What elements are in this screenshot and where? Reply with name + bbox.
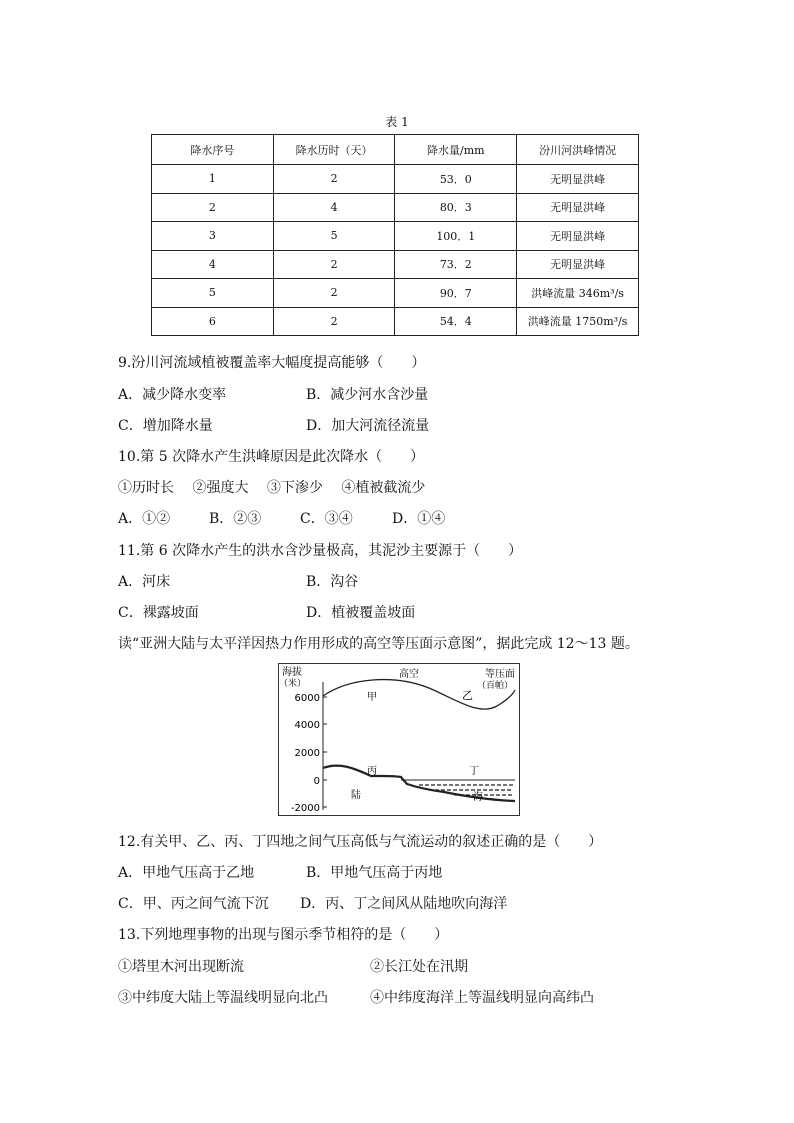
- question-12-stem: 12.有关甲、乙、丙、丁四地之间气压高低与气流运动的叙述正确的是（ ）: [118, 834, 603, 850]
- tick-label: 0: [313, 776, 320, 787]
- q9-option-d: D．加大河流径流量: [306, 418, 430, 434]
- table-cell: 100．1: [395, 222, 517, 251]
- y-axis-label: 海拔: [282, 667, 302, 678]
- y-axis-unit: （米）: [279, 679, 307, 689]
- table-row: [152, 222, 639, 251]
- label-high-altitude: 高空: [399, 669, 419, 680]
- table-cell: 洪峰流量 346m³/s: [517, 279, 639, 308]
- table-cell: 5: [152, 279, 274, 308]
- table-cell: 54．4: [395, 307, 517, 336]
- label-bing: 丙: [367, 766, 377, 777]
- table-cell: 2: [273, 250, 395, 279]
- q10-option-b: B．②③: [209, 511, 262, 527]
- label-jia: 甲: [367, 692, 377, 703]
- table-cell: 无明显洪峰: [517, 193, 639, 222]
- label-sea: 海: [473, 792, 483, 803]
- q11-option-a: A．河床: [118, 574, 171, 590]
- label-ding: 丁: [469, 766, 479, 777]
- precipitation-table: [151, 134, 639, 336]
- table-cell: 73．2: [395, 250, 517, 279]
- isobar-figure: [278, 663, 520, 816]
- table-row: [152, 250, 639, 279]
- q13-item-3: ③中纬度大陆上等温线明显向北凸: [118, 990, 328, 1006]
- table-caption: 表 1: [385, 115, 409, 129]
- q12-option-b: B．甲地气压高于丙地: [306, 865, 443, 881]
- table-cell: 2: [273, 165, 395, 194]
- table-row: [152, 279, 639, 308]
- table-cell: 90．7: [395, 279, 517, 308]
- q11-option-d: D．植被覆盖坡面: [306, 605, 416, 621]
- q11-option-b: B．沟谷: [306, 574, 359, 590]
- label-isobar-unit: （百帕）: [477, 681, 514, 691]
- label-yi: 乙: [462, 689, 473, 702]
- table-cell: 2: [152, 193, 274, 222]
- table-cell: 2: [273, 279, 395, 308]
- q10-option-c: C．③④: [300, 511, 353, 527]
- table-cell: 2: [273, 307, 395, 336]
- q12-option-d: D．丙、丁之间风从陆地吹向海洋: [300, 896, 508, 912]
- table-row: [152, 193, 639, 222]
- table-cell: 53．0: [395, 165, 517, 194]
- q13-item-1: ①塔里木河出现断流: [118, 959, 244, 975]
- table-cell: 4: [273, 193, 395, 222]
- table-header-cell: 降水量/mm: [395, 135, 517, 165]
- q11-option-c: C．裸露坡面: [118, 605, 199, 621]
- label-isobar: 等压面: [485, 669, 515, 680]
- tick-label: -2000: [290, 803, 320, 814]
- table-cell: 80．3: [395, 193, 517, 222]
- q10-items: ①历时长 ②强度大 ③下渗少 ④植被截流少: [118, 480, 426, 496]
- q10-option-d: D．①④: [392, 511, 446, 527]
- label-land: 陆: [351, 790, 361, 801]
- q13-item-4: ④中纬度海洋上等温线明显向高纬凸: [370, 990, 594, 1006]
- table-header-cell: 汾川河洪峰情况: [517, 135, 639, 165]
- table-row: [152, 165, 639, 194]
- table-cell: 无明显洪峰: [517, 250, 639, 279]
- table-cell: 洪峰流量 1750m³/s: [517, 307, 639, 336]
- table-row: [152, 307, 639, 336]
- table-cell: 无明显洪峰: [517, 165, 639, 194]
- tick-label: 2000: [294, 748, 320, 759]
- q9-option-a: A．减少降水变率: [118, 387, 227, 403]
- table-cell: 无明显洪峰: [517, 222, 639, 251]
- table-cell: 4: [152, 250, 274, 279]
- table-header-cell: 降水序号: [152, 135, 274, 165]
- question-11-stem: 11.第 6 次降水产生的洪水含沙量极高，其泥沙主要源于（ ）: [118, 543, 523, 559]
- q9-option-b: B．减少河水含沙量: [306, 387, 429, 403]
- table-cell: 5: [273, 222, 395, 251]
- q12-option-a: A．甲地气压高于乙地: [118, 865, 255, 881]
- figure-intro: 读“亚洲大陆与太平洋因热力作用形成的高空等压面示意图”，据此完成 12～13 题。: [118, 636, 639, 652]
- table-header-cell: 降水历时（天）: [273, 135, 395, 165]
- question-13-stem: 13.下列地理事物的出现与图示季节相符的是（ ）: [118, 927, 449, 943]
- tick-label: 4000: [294, 720, 320, 731]
- q12-option-c: C．甲、丙之间气流下沉: [118, 896, 269, 912]
- q9-option-c: C．增加降水量: [118, 418, 213, 434]
- question-9-stem: 9.汾川河流域植被覆盖率大幅度提高能够（ ）: [118, 355, 426, 371]
- q10-option-a: A．①②: [118, 511, 171, 527]
- table-cell: 6: [152, 307, 274, 336]
- tick-label: 6000: [294, 693, 320, 704]
- q13-item-2: ②长江处在汛期: [370, 959, 468, 975]
- question-10-stem: 10.第 5 次降水产生洪峰原因是此次降水（ ）: [118, 449, 425, 465]
- table-cell: 3: [152, 222, 274, 251]
- table-header-row: [152, 135, 639, 165]
- table-cell: 1: [152, 165, 274, 194]
